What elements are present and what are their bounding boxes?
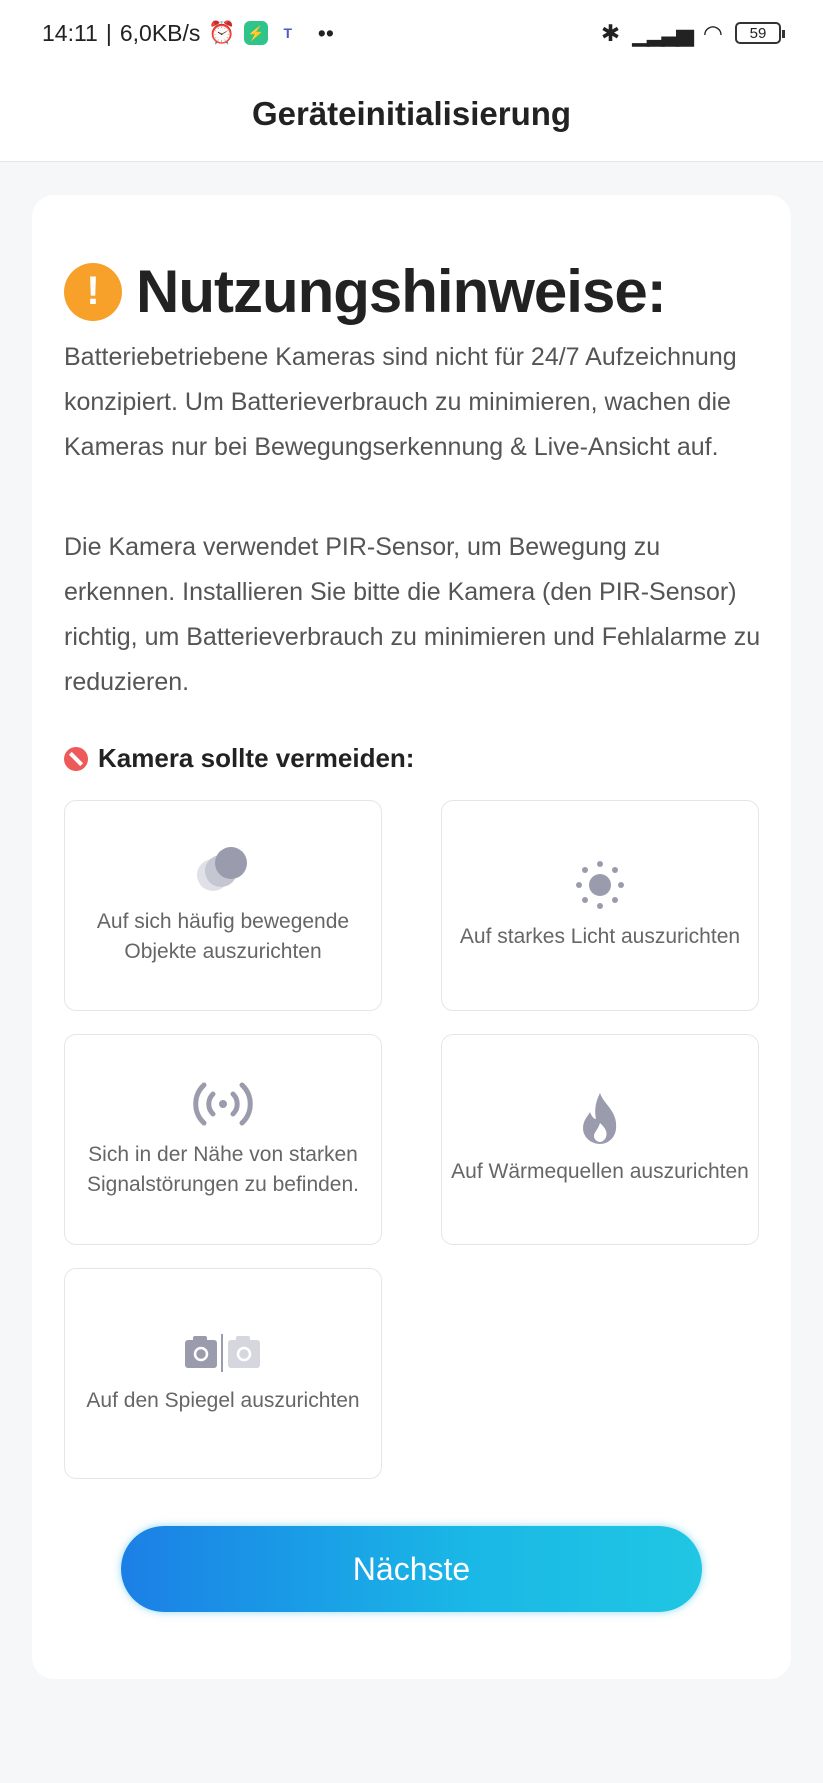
tile-label: Auf den Spiegel auszurichten bbox=[86, 1388, 360, 1412]
status-bar bbox=[0, 0, 823, 66]
battery-icon: 59 bbox=[735, 22, 781, 44]
security-app-icon: ⚡ bbox=[244, 21, 268, 45]
mirror-camera-icon bbox=[183, 1332, 263, 1374]
tile-signal-interference bbox=[64, 1034, 382, 1245]
sun-icon bbox=[575, 860, 625, 910]
pir-paragraph: Die Kamera verwendet PIR-Sensor, um Bewegung zu erkennen. Installieren Sie bitte die Kamera (den PIR-Sensor) richtig, um Batterieverbrauch zu minimieren und Fehlalarme zu reduzieren. bbox=[64, 533, 761, 696]
tile-label: Auf Wärmequellen auszurichten bbox=[451, 1159, 749, 1183]
tile-label: Auf sich häufig bewegende Objekte auszurichten bbox=[96, 909, 350, 963]
bluetooth-icon: ✱ bbox=[600, 19, 621, 46]
tile-mirror bbox=[64, 1268, 382, 1479]
signal-icon bbox=[190, 1080, 256, 1128]
tile-label: Sich in der Nähe von starken Signalstörungen zu befinden. bbox=[86, 1142, 360, 1196]
flame-icon bbox=[580, 1093, 620, 1145]
warning-icon: ! bbox=[64, 263, 122, 321]
status-separator: | bbox=[105, 19, 112, 46]
tile-strong-light bbox=[441, 800, 759, 1011]
avoid-heading: Kamera sollte vermeiden: bbox=[98, 743, 415, 773]
page-title: Geräteinitialisierung bbox=[0, 66, 823, 162]
notes-heading: Nutzungshinweise: bbox=[136, 258, 666, 325]
alarm-icon: ⏰ bbox=[208, 20, 236, 45]
prohibited-icon bbox=[64, 747, 88, 771]
battery-paragraph: Batteriebetriebene Kameras sind nicht für 24/7 Aufzeichnung konzipiert. Um Batterieverbrauch zu minimieren, wachen die Kameras nur bei Bewegungserkennung & Live-Ansicht auf. bbox=[64, 343, 737, 461]
teams-icon: T bbox=[276, 21, 300, 45]
tile-label: Auf starkes Licht auszurichten bbox=[459, 924, 741, 948]
more-notifications-icon: •• bbox=[317, 19, 334, 46]
cell-signal-icon: ▁▂▃▅ bbox=[632, 19, 691, 46]
next-button[interactable]: Nächste bbox=[121, 1526, 702, 1612]
network-speed: 6,0KB/s bbox=[119, 19, 201, 46]
usage-notes-card bbox=[32, 195, 791, 1679]
wifi-icon: ◠ bbox=[702, 19, 723, 46]
status-time: 14:11 bbox=[42, 19, 98, 46]
tile-moving-objects bbox=[64, 800, 382, 1011]
tile-heat-sources bbox=[441, 1034, 759, 1245]
moving-objects-icon bbox=[195, 845, 251, 895]
